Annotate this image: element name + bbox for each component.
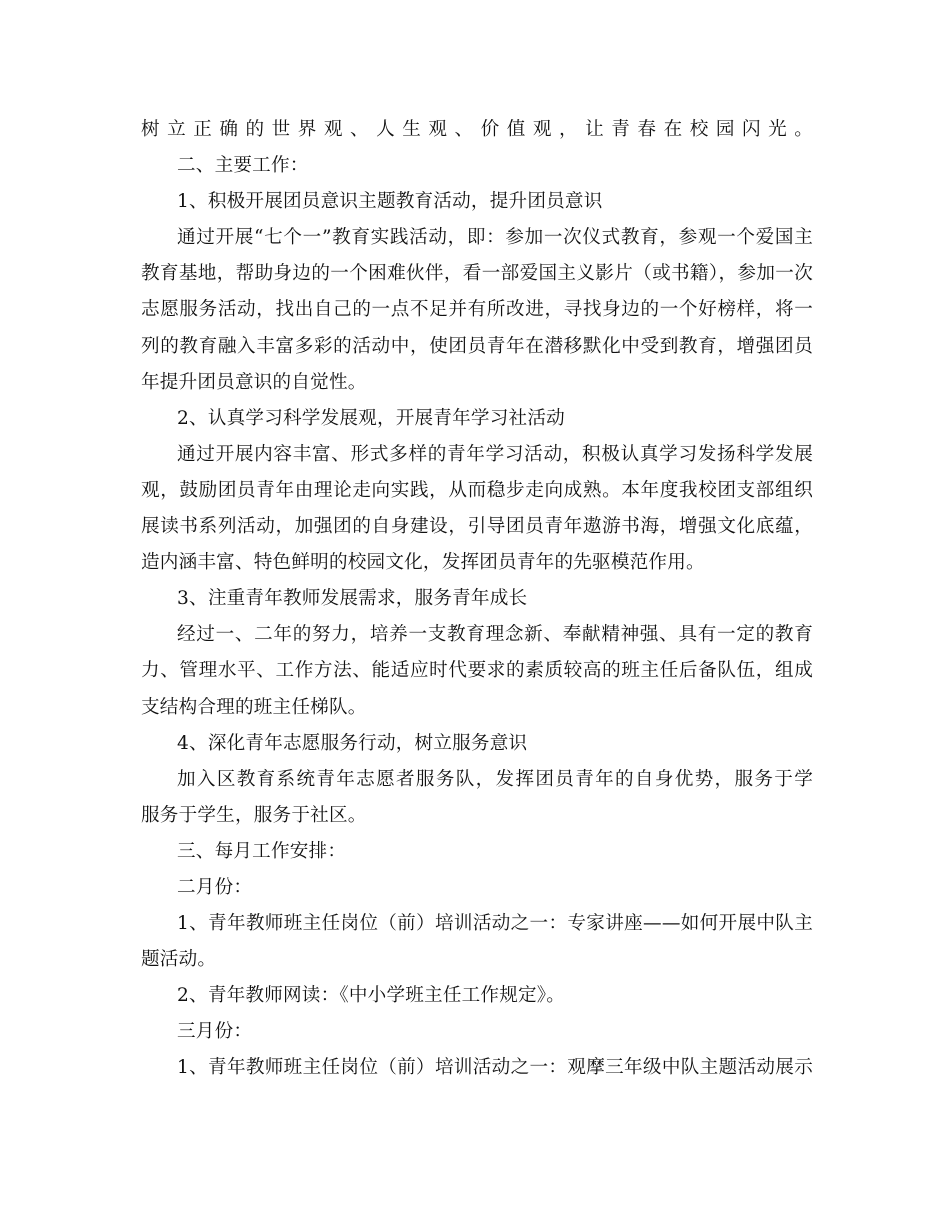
body-text-line: 树立正确的世界观、人生观、价值观，让青春在校园闪光。 bbox=[141, 119, 813, 140]
section-heading: 三、每月工作安排： bbox=[177, 840, 347, 862]
body-text-line: 力、管理水平、工作方法、能适应时代要求的素质较高的班主任后备队伍，组成 bbox=[141, 660, 813, 682]
subsection-heading: 2、认真学习科学发展观，开展青年学习社活动 bbox=[177, 407, 565, 429]
body-text-line: 2、青年教师网读：《中小学班主任工作规定》。 bbox=[177, 985, 566, 1007]
body-text-line: 题活动。 bbox=[141, 949, 217, 971]
body-text-line: 志愿服务活动，找出自己的一点不足并有所改进，寻找身边的一个好榜样，将一 bbox=[141, 299, 813, 321]
month-heading: 三月份： bbox=[177, 1021, 253, 1043]
document-page bbox=[141, 112, 813, 1087]
body-text-line: 1、青年教师班主任岗位（前）培训活动之一：专家讲座——如何开展中队主 bbox=[177, 913, 813, 935]
subsection-heading: 4、深化青年志愿服务行动，树立服务意识 bbox=[177, 732, 528, 754]
body-text-line: 加入区教育系统青年志愿者服务队，发挥团员青年的自身优势，服务于学 bbox=[177, 768, 813, 790]
body-text-line: 列的教育融入丰富多彩的活动中，使团员青年在潜移默化中受到教育，增强团员 bbox=[141, 335, 813, 357]
body-text-line: 教育基地，帮助身边的一个困难伙伴，看一部爱国主义影片（或书籍），参加一次 bbox=[141, 263, 813, 285]
body-text-line: 观，鼓励团员青年由理论走向实践，从而稳步走向成熟。本年度我校团支部组织 bbox=[141, 479, 813, 501]
body-text-line: 1、青年教师班主任岗位（前）培训活动之一：观摩三年级中队主题活动展示 bbox=[177, 1057, 813, 1079]
body-text-line: 年提升团员意识的自觉性。 bbox=[141, 371, 367, 393]
body-text-line: 服务于学生，服务于社区。 bbox=[141, 804, 367, 826]
body-text-line: 展读书系列活动，加强团的自身建设，引导团员青年遨游书海，增强文化底蕴， bbox=[141, 516, 813, 538]
subsection-heading: 1、积极开展团员意识主题教育活动，提升团员意识 bbox=[177, 191, 603, 213]
body-text-line: 造内涵丰富、特色鲜明的校园文化，发挥团员青年的先驱模范作用。 bbox=[141, 552, 705, 574]
month-heading: 二月份： bbox=[177, 876, 253, 898]
body-text-line: 通过开展“七个一”教育实践活动，即：参加一次仪式教育，参观一个爱国主 bbox=[177, 227, 813, 249]
body-text-line: 通过开展内容丰富、形式多样的青年学习活动，积极认真学习发扬科学发展 bbox=[177, 443, 813, 465]
subsection-heading: 3、注重青年教师发展需求，服务青年成长 bbox=[177, 588, 528, 610]
section-heading: 二、主要工作： bbox=[177, 155, 309, 177]
body-text-line: 经过一、二年的努力，培养一支教育理念新、奉献精神强、具有一定的教育 bbox=[177, 624, 813, 646]
body-text-line: 支结构合理的班主任梯队。 bbox=[141, 696, 367, 718]
